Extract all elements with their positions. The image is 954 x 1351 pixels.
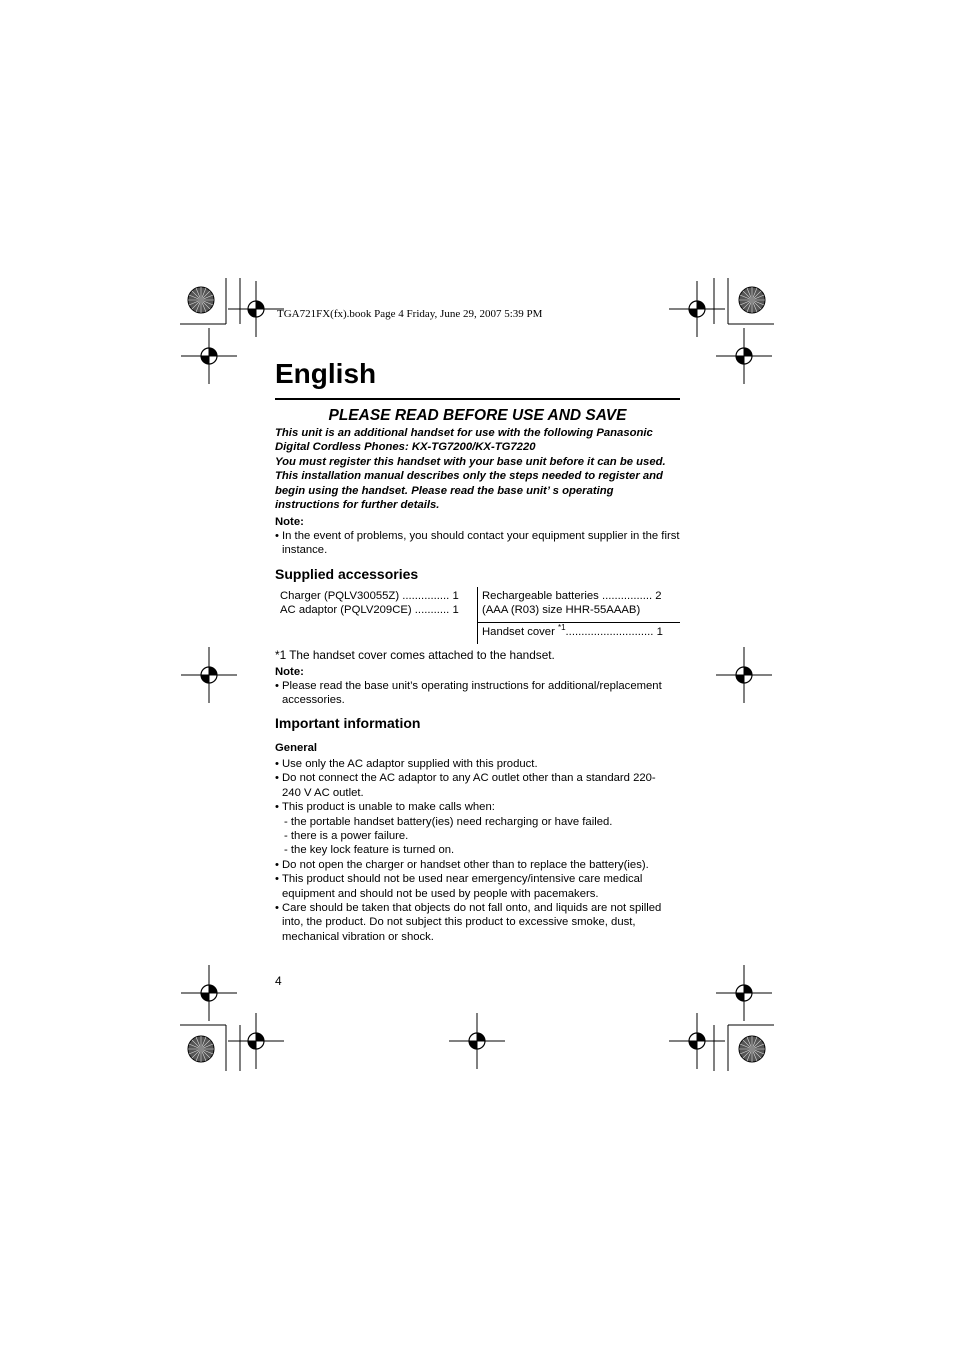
list-item: • Do not connect the AC adaptor to any AC outlet other than a standard 220-240 V AC outlet. (275, 771, 657, 800)
note-label: Note: (275, 516, 304, 528)
list-subitem: - the portable handset battery(ies) need recharging or have failed. (284, 815, 613, 828)
important-heading: Important information (275, 715, 421, 731)
title-rule (275, 398, 680, 400)
accessories-left (280, 589, 459, 618)
accessories-right (482, 589, 662, 618)
intro-text (275, 426, 680, 512)
general-heading: General (275, 742, 318, 754)
table-divider (477, 587, 478, 644)
note-label: Note: (275, 666, 304, 678)
accessory-name: Handset cover (482, 626, 558, 638)
page-number: 4 (275, 974, 282, 988)
intro-paragraph: You must register this handset with your base unit before it can be used. (275, 455, 666, 468)
print-header: TGA721FX(fx).book Page 4 Friday, June 29, 2007 5:39 PM (277, 308, 543, 320)
intro-paragraph: This unit is an additional handset for use with the following Panasonic Digital Cordless Phones: KX-TG7200/KX-TG7220 (275, 427, 653, 454)
accessory-item (482, 625, 663, 639)
accessory-qty: ............................ 1 (565, 626, 663, 638)
section-subtitle: PLEASE READ BEFORE USE AND SAVE (328, 407, 627, 424)
accessories-heading: Supplied accessories (275, 566, 419, 582)
note-block (275, 665, 680, 708)
list-subitem: - the key lock feature is turned on. (284, 844, 455, 857)
page-title: English (275, 358, 377, 389)
list-subitem: - there is a power failure. (284, 830, 409, 843)
note-item: • Please read the base unit’s operating instructions for additional/replacement accessories. (275, 679, 680, 708)
accessory-item: Charger (PQLV30055Z) ............... 1 (280, 590, 459, 602)
intro-paragraph: This installation manual describes only the steps needed to register and begin using the handset. Please read the base unit’ s operating instructions for further details. (275, 470, 663, 512)
note-block (275, 515, 680, 558)
table-divider (477, 622, 680, 623)
list-item: • This product is unable to make calls when: (275, 800, 675, 814)
general-list (275, 757, 675, 944)
accessory-item: (AAA (R03) size HHR-55AAAB) (482, 604, 641, 617)
note-item: • In the event of problems, you should contact your equipment supplier in the first instance. (275, 529, 680, 558)
list-item: • Use only the AC adaptor supplied with this product. (275, 757, 675, 771)
list-item: • Care should be taken that objects do not fall onto, and liquids are not spilled into, the product. Do not subject this product to excessive smoke, dust, mechanical vibration or shock. (275, 901, 682, 944)
footnote-ref: *1 (557, 623, 566, 633)
accessory-item: AC adaptor (PQLV209CE) ........... 1 (280, 604, 459, 617)
list-item: • Do not open the charger or handset other than to replace the battery(ies). (275, 858, 675, 872)
list-item: • This product should not be used near emergency/intensive care medical equipment and should not be used by people with pacemakers. (275, 872, 667, 901)
accessory-item: Rechargeable batteries ................ 2 (482, 590, 662, 602)
footnote: *1 The handset cover comes attached to the handset. (275, 648, 555, 662)
